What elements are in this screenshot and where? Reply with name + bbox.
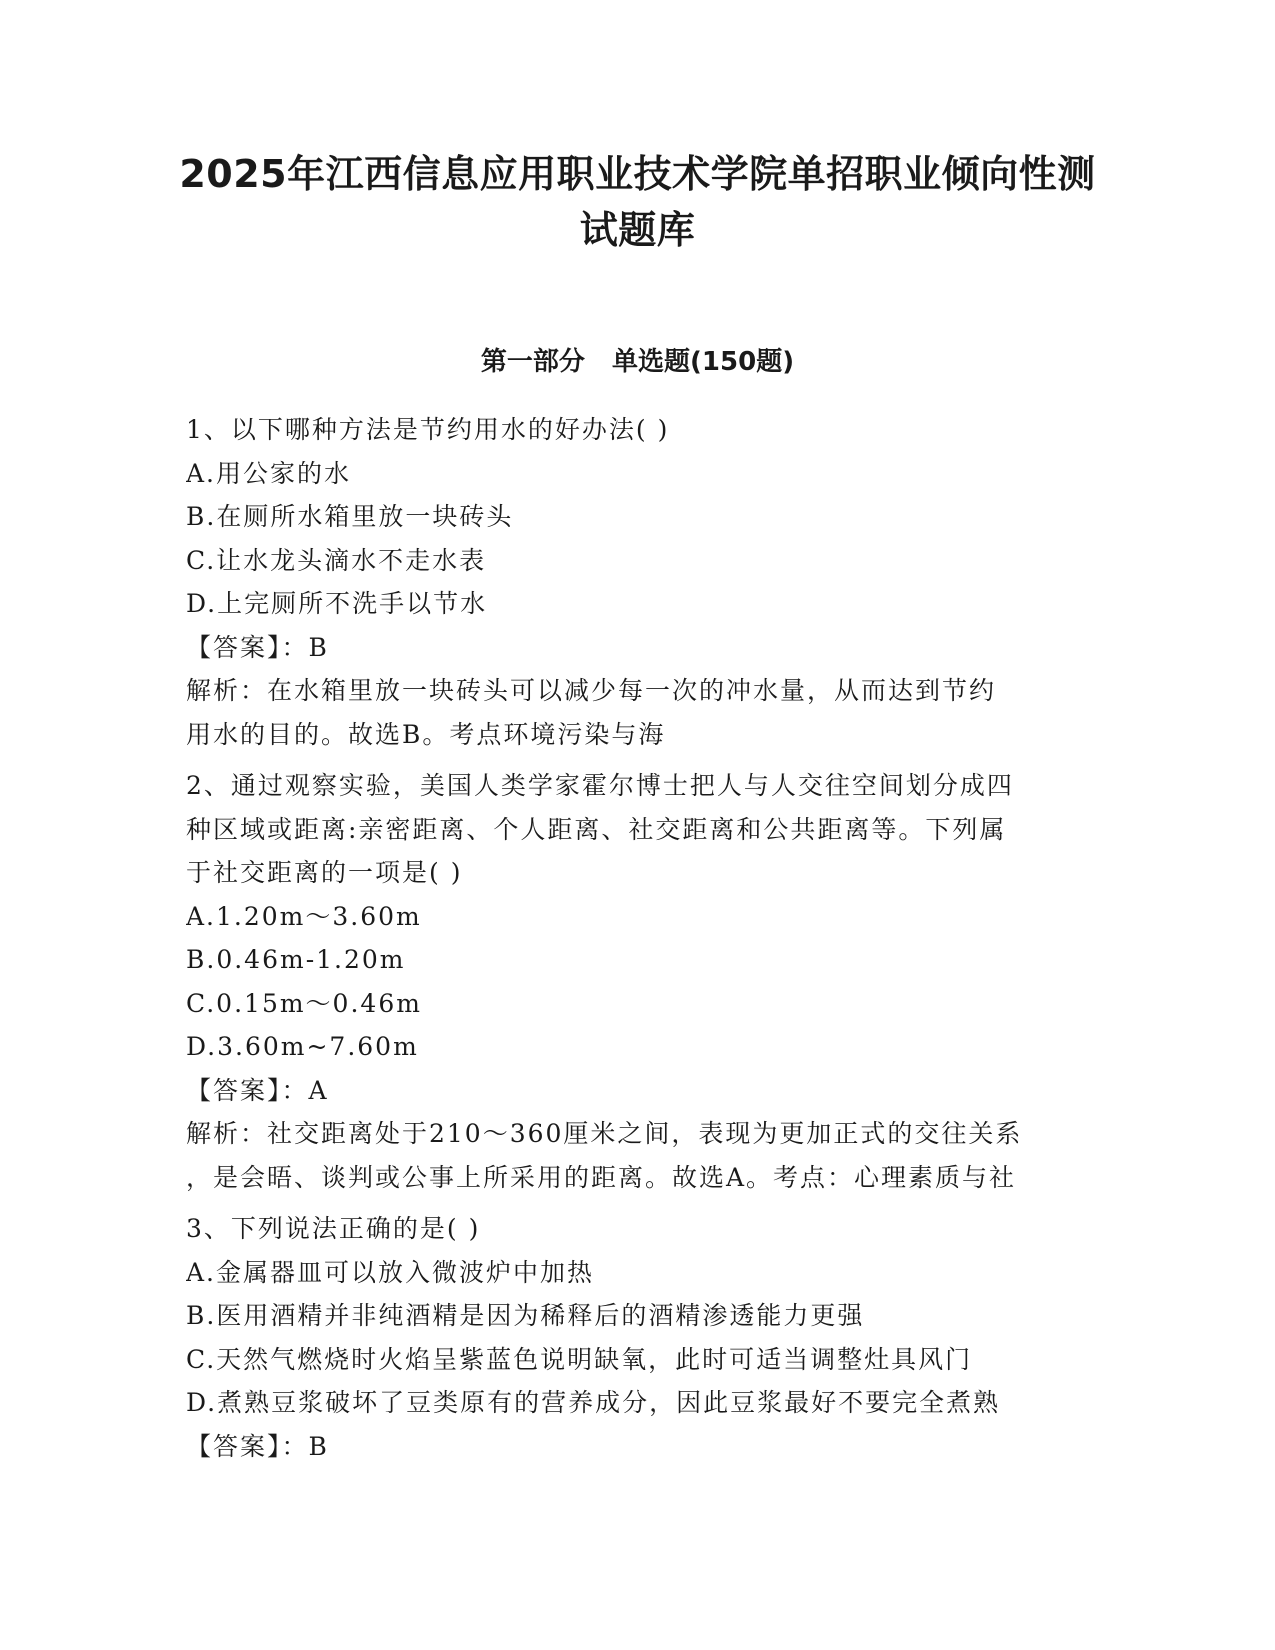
question-list <box>186 408 1086 1476</box>
document-title <box>160 146 1115 258</box>
analysis-text: ，是会晤、谈判或公事上所采用的距离。故选A。考点：心理素质与社 <box>186 1162 1017 1192</box>
option-c: C.天然气燃烧时火焰呈紫蓝色说明缺氧，此时可适当调整灶具风门 <box>186 1344 973 1374</box>
option-a: A.金属器皿可以放入微波炉中加热 <box>186 1257 595 1287</box>
answer-line <box>186 626 1086 670</box>
question-stem: 种区域或距离:亲密距离、个人距离、社交距离和公共距离等。下列属 <box>186 814 1007 844</box>
answer-line <box>186 1425 1086 1469</box>
question-item <box>186 408 1086 756</box>
option-d: D.上完厕所不洗手以节水 <box>186 589 488 618</box>
document-title-line: 试题库 <box>579 208 696 252</box>
analysis-text: 解析：社交距离处于210～360厘米之间，表现为更加正式的交往关系 <box>186 1119 1023 1148</box>
answer-label: 【答案】： <box>186 632 309 662</box>
option-a: A.用公家的水 <box>186 458 352 488</box>
question-item <box>186 1207 1086 1468</box>
question-stem: 2、通过观察实验，美国人类学家霍尔博士把人与人交往空间划分成四 <box>186 771 1014 800</box>
answer-value: A <box>308 1075 329 1105</box>
option-a: A.1.20m～3.60m <box>186 901 422 931</box>
answer-value: B <box>308 1431 329 1461</box>
question-item <box>186 764 1086 1199</box>
question-stem: 于社交距离的一项是( ) <box>186 858 463 887</box>
answer-label: 【答案】： <box>186 1431 309 1461</box>
question-stem: 3、下列说法正确的是( ) <box>186 1214 481 1243</box>
option-b: B.医用酒精并非纯酒精是因为稀释后的酒精渗透能力更强 <box>186 1301 865 1330</box>
option-c: C.0.15m～0.46m <box>186 988 422 1018</box>
analysis-text: 用水的目的。故选B。考点环境污染与海 <box>186 719 666 749</box>
analysis-text: 解析：在水箱里放一块砖头可以减少每一次的冲水量，从而达到节约 <box>186 676 997 705</box>
option-c: C.让水龙头滴水不走水表 <box>186 545 487 575</box>
option-b: B.在厕所水箱里放一块砖头 <box>186 502 514 531</box>
answer-line <box>186 1069 1086 1113</box>
option-d: D.3.60m~7.60m <box>186 1032 419 1061</box>
answer-value: B <box>308 632 329 662</box>
section-title: 第一部分 单选题(150题) <box>480 347 795 377</box>
option-b: B.0.46m-1.20m <box>186 945 406 974</box>
question-stem: 1、以下哪种方法是节约用水的好办法( ) <box>186 415 670 444</box>
answer-label: 【答案】： <box>186 1075 309 1105</box>
document-title-line: 2025年江西信息应用职业技术学院单招职业倾向性测 <box>179 152 1096 196</box>
option-d: D.煮熟豆浆破坏了豆类原有的营养成分，因此豆浆最好不要完全煮熟 <box>186 1388 1001 1417</box>
